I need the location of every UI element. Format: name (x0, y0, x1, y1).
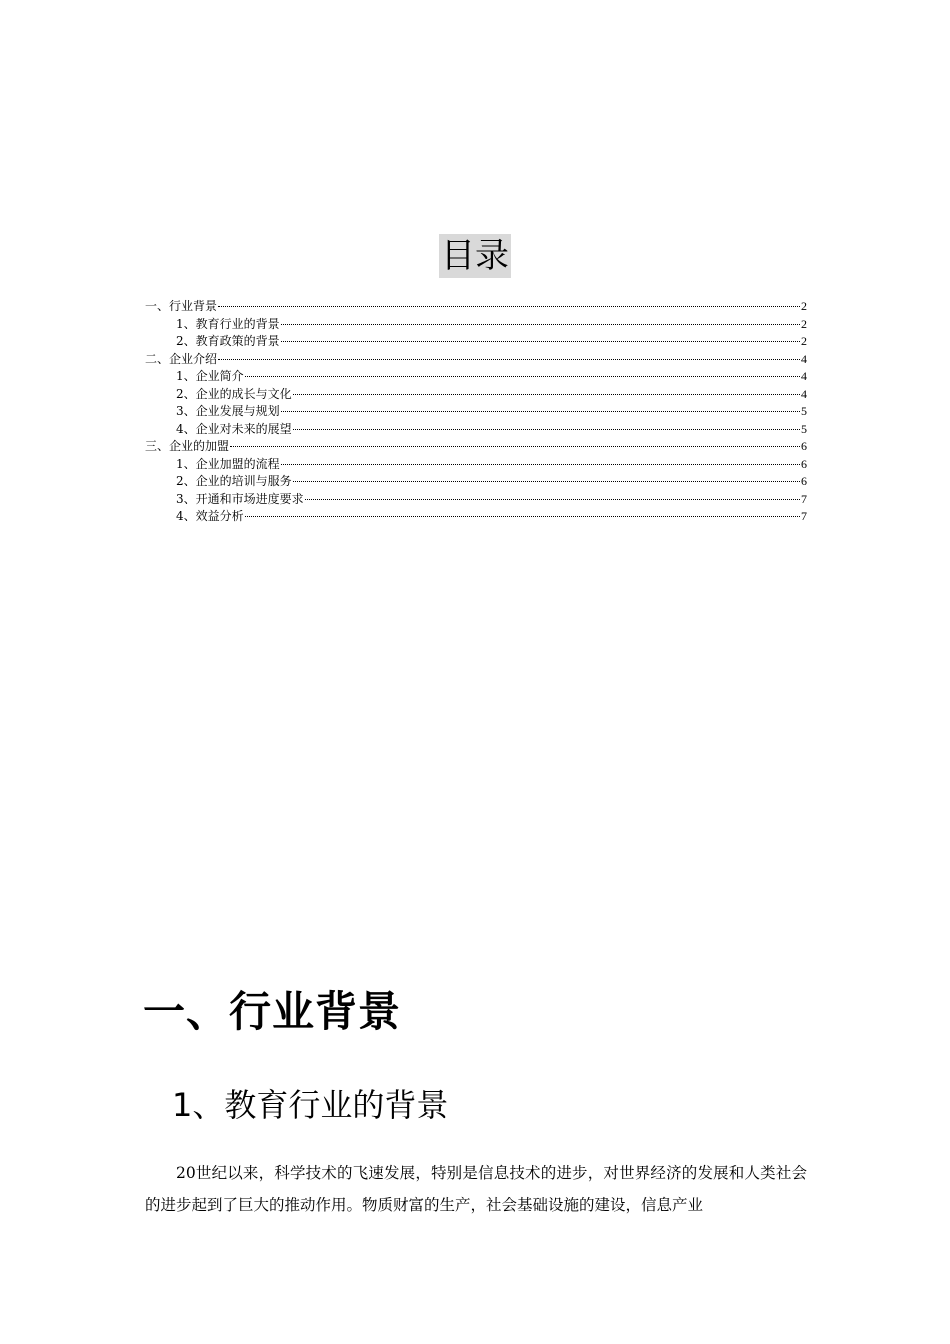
toc-entry-page: 2 (801, 316, 807, 331)
toc-dot-leader (293, 481, 800, 482)
toc-entry[interactable] (145, 421, 807, 439)
toc-entry[interactable] (145, 403, 807, 421)
toc-entry-label: 2、企业的成长与文化 (176, 386, 292, 401)
toc-entry-label: 2、教育政策的背景 (176, 334, 280, 348)
toc-entry[interactable] (145, 456, 807, 474)
toc-dot-leader (281, 464, 800, 465)
toc-entry-label: 三、企业的加盟 (145, 439, 230, 453)
toc-dot-leader (281, 341, 800, 342)
toc-dot-leader (293, 429, 800, 430)
toc-entry-page: 2 (801, 299, 807, 313)
toc-dot-leader (230, 446, 800, 447)
toc-dot-leader (281, 411, 800, 412)
toc-entry[interactable] (145, 368, 807, 386)
toc-entry[interactable] (145, 438, 807, 456)
toc-entry-label: 3、开通和市场进度要求 (176, 491, 304, 506)
toc-entry[interactable] (145, 386, 807, 404)
toc-dot-leader (293, 394, 800, 395)
toc-entry-label: 一、行业背景 (145, 299, 218, 313)
toc-entry-page: 6 (801, 474, 807, 488)
toc-entry-label: 4、效益分析 (176, 509, 244, 523)
toc-entry-label: 二、企业介绍 (145, 351, 218, 366)
toc-dot-leader (218, 306, 800, 307)
toc-entry-label: 1、企业加盟的流程 (176, 456, 280, 471)
toc-entry[interactable] (145, 316, 807, 334)
table-of-contents (145, 298, 807, 526)
toc-entry-page: 6 (801, 456, 807, 471)
toc-dot-leader (245, 376, 800, 377)
toc-dot-leader (305, 499, 800, 500)
toc-entry-page: 7 (801, 509, 807, 523)
toc-entry-label: 3、企业发展与规划 (176, 404, 280, 418)
toc-entry[interactable] (145, 508, 807, 526)
toc-entry-label: 1、企业简介 (176, 369, 244, 383)
toc-entry-page: 4 (801, 369, 807, 383)
toc-entry-page: 4 (801, 351, 807, 366)
toc-entry-page: 5 (801, 421, 807, 436)
section-heading: 一、行业背景 (143, 987, 402, 1036)
toc-entry-label: 4、企业对未来的展望 (176, 421, 292, 436)
section-subheading: 1、教育行业的背景 (172, 1086, 449, 1124)
toc-dot-leader (281, 324, 800, 325)
toc-entry-page: 5 (801, 404, 807, 418)
toc-entry-label: 1、教育行业的背景 (176, 316, 280, 331)
toc-dot-leader (245, 516, 800, 517)
toc-entry[interactable] (145, 351, 807, 369)
toc-entry-page: 2 (801, 334, 807, 348)
toc-entry[interactable] (145, 333, 807, 351)
toc-title: 目录 (441, 236, 509, 276)
toc-entry-page: 7 (801, 491, 807, 506)
toc-entry-page: 6 (801, 439, 807, 453)
toc-entry[interactable] (145, 473, 807, 491)
toc-entry-page: 4 (801, 386, 807, 401)
toc-entry-label: 2、企业的培训与服务 (176, 474, 292, 488)
toc-title-wrapper (0, 234, 950, 278)
toc-entry[interactable] (145, 491, 807, 509)
toc-entry[interactable] (145, 298, 807, 316)
toc-dot-leader (218, 359, 800, 360)
body-paragraph: 20世纪以来，科学技术的飞速发展，特别是信息技术的进步，对世界经济的发展和人类社会的进步起到了巨大的推动作用。物质财富的生产，社会基础设施的建设，信息产业 (145, 1164, 807, 1214)
